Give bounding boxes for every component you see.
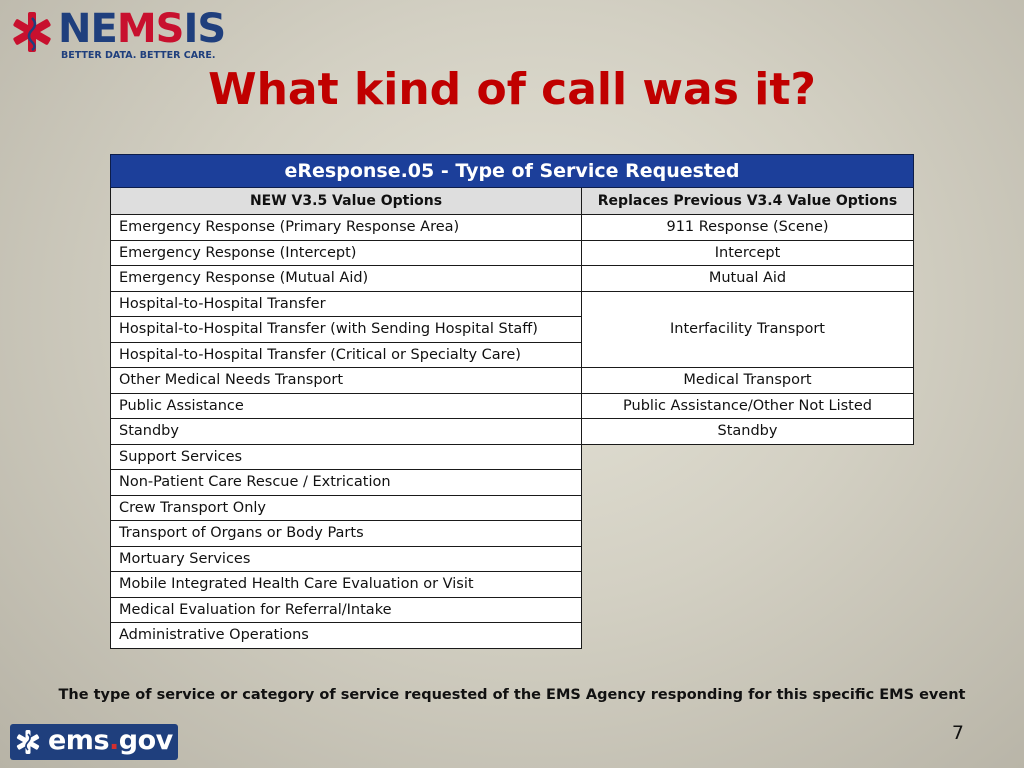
table-row bbox=[111, 597, 914, 623]
new-value-cell: Mortuary Services bbox=[111, 546, 582, 572]
col-a-header: NEW V3.5 Value Options bbox=[111, 188, 582, 215]
table-row bbox=[111, 623, 914, 649]
table-header-row bbox=[111, 155, 914, 188]
ems-gov-logo bbox=[10, 724, 178, 760]
new-value-cell: Standby bbox=[111, 419, 582, 445]
replaces-value-cell: Standby bbox=[582, 419, 914, 445]
new-value-cell: Emergency Response (Intercept) bbox=[111, 240, 582, 266]
new-value-cell: Hospital-to-Hospital Transfer (with Sending Hospital Staff) bbox=[111, 317, 582, 343]
ems-gov-text: ems.gov bbox=[48, 725, 173, 756]
table-row bbox=[111, 572, 914, 598]
table-row bbox=[111, 240, 914, 266]
empty-cell bbox=[582, 546, 914, 572]
empty-cell bbox=[582, 597, 914, 623]
new-value-cell: Public Assistance bbox=[111, 393, 582, 419]
logo-tagline: BETTER DATA. BETTER CARE. bbox=[61, 50, 216, 61]
new-value-cell: Support Services bbox=[111, 444, 582, 470]
table-row bbox=[111, 521, 914, 547]
new-value-cell: Crew Transport Only bbox=[111, 495, 582, 521]
replaces-value-cell: Interfacility Transport bbox=[582, 291, 914, 368]
table-subheader-row bbox=[111, 188, 914, 215]
empty-cell bbox=[582, 623, 914, 649]
empty-cell bbox=[582, 495, 914, 521]
table-row bbox=[111, 495, 914, 521]
page-number: 7 bbox=[951, 722, 964, 744]
new-value-cell: Emergency Response (Mutual Aid) bbox=[111, 266, 582, 292]
replaces-value-cell: Medical Transport bbox=[582, 368, 914, 394]
new-value-cell: Hospital-to-Hospital Transfer (Critical or Specialty Care) bbox=[111, 342, 582, 368]
replaces-value-cell: Public Assistance/Other Not Listed bbox=[582, 393, 914, 419]
table-row bbox=[111, 470, 914, 496]
table-row bbox=[111, 419, 914, 445]
new-value-cell: Other Medical Needs Transport bbox=[111, 368, 582, 394]
value-options-table bbox=[110, 154, 914, 649]
empty-cell bbox=[582, 470, 914, 496]
empty-cell bbox=[582, 572, 914, 598]
replaces-value-cell: 911 Response (Scene) bbox=[582, 215, 914, 241]
slide-title: What kind of call was it? bbox=[208, 64, 816, 115]
table-row bbox=[111, 215, 914, 241]
definition-footnote: The type of service or category of service requested of the EMS Agency responding for this specific EMS event bbox=[58, 687, 966, 703]
new-value-cell: Administrative Operations bbox=[111, 623, 582, 649]
star-of-life-icon bbox=[14, 728, 42, 756]
star-of-life-icon bbox=[8, 8, 56, 56]
table-header: eResponse.05 - Type of Service Requested bbox=[111, 155, 914, 188]
empty-cell bbox=[582, 444, 914, 470]
new-value-cell: Non-Patient Care Rescue / Extrication bbox=[111, 470, 582, 496]
table-row bbox=[111, 291, 914, 317]
new-value-cell: Hospital-to-Hospital Transfer bbox=[111, 291, 582, 317]
table-row bbox=[111, 546, 914, 572]
col-b-header: Replaces Previous V3.4 Value Options bbox=[582, 188, 914, 215]
table-row bbox=[111, 393, 914, 419]
new-value-cell: Mobile Integrated Health Care Evaluation or Visit bbox=[111, 572, 582, 598]
table-row bbox=[111, 368, 914, 394]
table-row bbox=[111, 266, 914, 292]
new-value-cell: Transport of Organs or Body Parts bbox=[111, 521, 582, 547]
logo-wordmark: NEMSIS bbox=[58, 6, 226, 52]
nemsis-logo bbox=[8, 6, 226, 64]
replaces-value-cell: Intercept bbox=[582, 240, 914, 266]
new-value-cell: Emergency Response (Primary Response Area) bbox=[111, 215, 582, 241]
empty-cell bbox=[582, 521, 914, 547]
table-row bbox=[111, 444, 914, 470]
replaces-value-cell: Mutual Aid bbox=[582, 266, 914, 292]
new-value-cell: Medical Evaluation for Referral/Intake bbox=[111, 597, 582, 623]
